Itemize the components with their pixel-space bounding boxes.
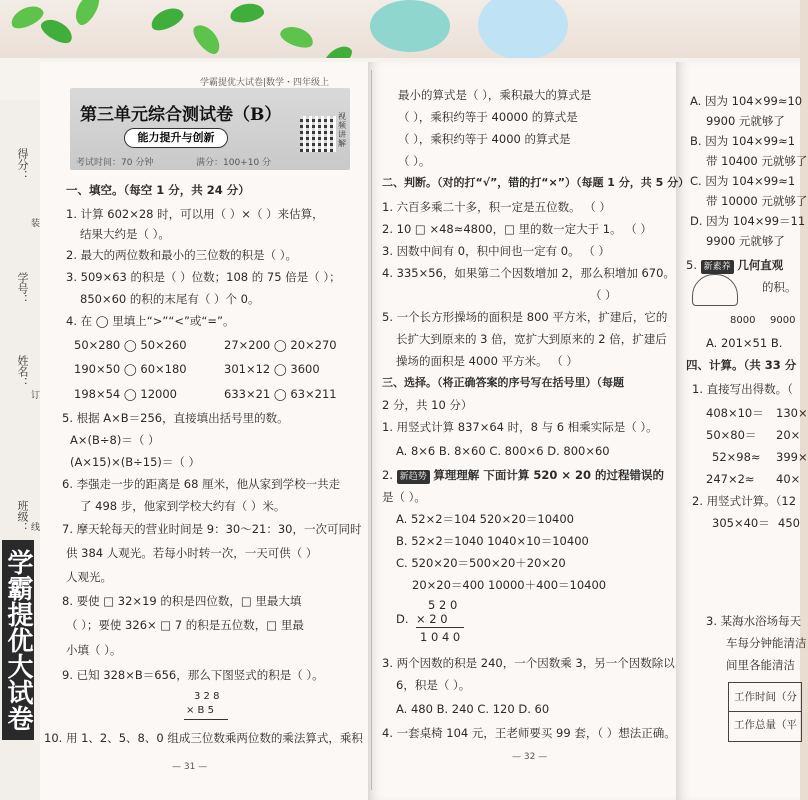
question-line: 3. 某海水浴场每天 <box>706 614 802 628</box>
binding-mark-1: 装 <box>29 218 39 227</box>
compare-item: 198×54 ◯ 12000 <box>74 387 177 401</box>
binding-mark-2: 订 <box>29 390 39 399</box>
question-line: 4. 在 ◯ 里填上“>”“<”或“=”。 <box>66 314 235 328</box>
question-line: 2. 用竖式计算。（12 <box>692 494 797 508</box>
question-line: 结果大约是（ ）。 <box>80 227 170 241</box>
new-trend-tag: 新趋势 <box>397 470 430 484</box>
page-number-left: — 31 — <box>172 762 208 772</box>
choice-line: 带 10400 元就够了 <box>706 154 808 168</box>
choice-line: A. 201×51 B. <box>706 336 783 350</box>
calc-item: 408×10＝ <box>706 406 764 420</box>
calc-item: 50×80＝ <box>706 428 757 442</box>
section-calc: 四、计算。（共 33 分 <box>686 358 797 372</box>
page-title: 第三单元综合测试卷（B） <box>80 105 282 125</box>
running-head: 学霸提优大试卷|数学・四年级上 <box>200 78 330 88</box>
choice-d-label: D. <box>396 612 409 626</box>
compare-item: 50×280 ◯ 50×260 <box>74 338 187 352</box>
choice-a: A. 52×2＝104 520×20＝10400 <box>396 512 574 526</box>
name-label: 姓名： <box>16 355 29 388</box>
question-line: 1. 六百多乘二十多，积一定是五位数。 （ ） <box>382 200 611 214</box>
subtitle-badge: 能力提升与创新 <box>124 128 228 148</box>
question-line: 2. 10 □ ×48≈4800，□ 里的数一定大于 1。 （ ） <box>382 222 652 236</box>
choice-line: B. 因为 104×99≈1 <box>690 134 796 148</box>
section-fill-blank: 一、填空。（每空 1 分，共 24 分） <box>66 183 250 197</box>
vertical-calc-mult: × B 5 <box>186 705 214 716</box>
calc-item: 247×2≈ <box>706 472 755 486</box>
question-line: （ ），乘积约等于 40000 的算式是 <box>398 110 578 124</box>
choice-line: 9900 元就够了 <box>706 114 785 128</box>
question-line: 7. 摩天轮每天的营业时间是 9：30～21：30，一次可同时 <box>62 522 362 536</box>
question-line: 6，积是（ ）。 <box>396 678 471 692</box>
question-line: 3. 两个因数的积是 240，一个因数乘 3，另一个因数除以 <box>382 656 675 670</box>
vertical-calc-top: 5 2 0 <box>428 598 458 612</box>
vertical-calc-mult: × 2 0 <box>416 612 448 626</box>
section-judge: 二、判断。（对的打“√”，错的打“×”）（每题 1 分，共 5 分） <box>382 176 690 189</box>
question-line: 长扩大到原来的 3 倍，宽扩大到原来的 2 倍，扩建后 <box>396 332 667 346</box>
question-line: 1. 计算 602×28 时，可以用（ ）×（ ）来估算， <box>66 207 324 221</box>
question-line: 4. 一套桌椅 104 元，王老师要买 99 套，（ ）想法正确。 <box>382 726 676 740</box>
calc-item: 52×98≈ <box>712 450 761 464</box>
question-line: （ ）。 <box>398 154 431 168</box>
question-line: 了 498 步，他家到学校大约有（ ）米。 <box>80 499 286 513</box>
page-gutter <box>371 70 372 790</box>
question-line: A×(B÷8)＝（ ） <box>70 433 160 447</box>
calc-item: 20× <box>776 428 801 442</box>
brand-logo: 学霸提优大试卷 <box>2 540 34 740</box>
student-number-label: 学号： <box>16 272 29 305</box>
question-2-label: 2. 新趋势 算理理解 下面计算 520 × 20 的过程错误的 <box>382 468 664 482</box>
question-line: （ ）；要使 326× □ 7 的积是五位数，□ 里最 <box>66 618 304 632</box>
question-text: 几何直观 <box>737 258 784 272</box>
binding-mark-3: 线 <box>29 522 39 531</box>
question-line: 850×60 的积的末尾有（ ）个 0。 <box>80 292 260 306</box>
choice-line: D. 因为 104×99＝11 <box>690 214 806 228</box>
figure-caption: 的积。 <box>762 280 797 294</box>
calc-rule <box>184 719 228 720</box>
question-line: 1. 用竖式计算 837×64 时，8 与 6 相乘实际是（ ）。 <box>382 420 658 434</box>
question-line: 10. 用 1、2、5、8、0 组成三位数乘两位数的乘法算式，乘积 <box>44 731 363 745</box>
calc-item: 130× <box>776 406 808 420</box>
question-line: 3. 509×63 的积是（ ）位数；108 的 75 倍是（ ）； <box>66 270 341 284</box>
question-line: 4. 335×56，如果第二个因数增加 2，那么积增加 670。 <box>382 266 675 280</box>
page-number-middle: — 32 — <box>512 752 548 762</box>
question-line: 2 分，共 10 分） <box>382 398 473 412</box>
score-label: 得分： <box>16 148 29 181</box>
question-line: 小填（ ）。 <box>66 643 122 657</box>
question-line: 9. 已知 328×B＝656，那么下图竖式的积是（ ）。 <box>62 668 324 682</box>
choice-options: A. 8×6 B. 8×60 C. 800×6 D. 800×60 <box>396 444 610 458</box>
table-header-work: 工作总量（平 <box>734 719 797 731</box>
choice-line: C. 因为 104×99≈1 <box>690 174 796 188</box>
question-line: 人观光。 <box>66 570 112 584</box>
table-header-time: 工作时间（分 <box>734 691 797 703</box>
exam-time: 考试时间：70 分钟 <box>76 158 154 168</box>
question-line: 5. 一个长方形操场的面积是 800 平方米，扩建后，它的 <box>382 310 668 324</box>
question-line: 1. 直接写出得数。（ <box>692 382 793 396</box>
calc-item: 399× <box>776 450 808 464</box>
compare-item: 301×12 ◯ 3600 <box>224 362 320 376</box>
question-line: 最小的算式是（ ），乘积最大的算式是 <box>398 88 592 102</box>
section-choice: 三、选择。（将正确答案的序号写在括号里）（每题 <box>382 376 624 389</box>
question-line: 车每分钟能清洁 <box>726 636 807 650</box>
new-literacy-tag: 新素养 <box>701 260 734 274</box>
figure-label-8000: 8000 <box>730 315 756 326</box>
question-line: 是（ ）。 <box>382 490 426 504</box>
full-score: 满分：100+10 分 <box>196 158 272 168</box>
question-5-label: 5. 新素养 几何直观 <box>686 258 784 272</box>
choice-c: C. 520×20＝500×20＋20×20 <box>396 556 566 570</box>
calc-rule <box>416 627 464 628</box>
question-text: 算理理解 下面计算 520 × 20 的过程错误的 <box>433 468 664 482</box>
qr-label: 视频讲解 <box>338 112 346 148</box>
question-line: 8. 要使 □ 32×19 的积是四位数，□ 里最大填 <box>62 594 302 608</box>
calc-item: 40× <box>776 472 801 486</box>
qr-code-pattern <box>300 116 336 152</box>
figure-label-9000: 9000 <box>770 315 796 326</box>
calc-item: 450 <box>778 516 800 530</box>
toy-figure-teal <box>370 0 450 52</box>
compare-item: 633×21 ◯ 63×211 <box>224 387 337 401</box>
choice-b: B. 52×2＝1040 1040×10＝10400 <box>396 534 589 548</box>
question-line: （ ），乘积约等于 4000 的算式是 <box>398 132 571 146</box>
question-line: 6. 李强走一步的距离是 68 厘米，他从家到学校一共走 <box>62 477 341 491</box>
question-line: 2. 最大的两位数和最小的三位数的积是（ ）。 <box>66 248 298 262</box>
question-line: (A×15)×(B÷15)＝（ ） <box>70 455 201 469</box>
question-line: （ ） <box>590 288 617 302</box>
vertical-calc-result: 1 0 4 0 <box>420 630 461 644</box>
question-line: 操场的面积是 4000 平方米。 （ ） <box>396 354 578 368</box>
compare-item: 190×50 ◯ 60×180 <box>74 362 187 376</box>
calc-item: 305×40＝ <box>712 516 770 530</box>
choice-line: A. 因为 104×99≈10 <box>690 94 803 108</box>
vertical-calc-top: 3 2 8 <box>194 691 220 702</box>
choice-options: A. 480 B. 240 C. 120 D. 60 <box>396 702 550 716</box>
choice-c-cont: 20×20＝400 10000＋400＝10400 <box>412 578 607 592</box>
question-line: 供 384 人观光。若每小时转一次，一天可供（ ） <box>66 546 318 560</box>
question-line: 3. 因数中间有 0，积中间也一定有 0。 （ ） <box>382 244 610 258</box>
choice-line: 9900 元就够了 <box>706 234 785 248</box>
choice-line: 带 10000 元就够了 <box>706 194 808 208</box>
question-line: 5. 根据 A×B＝256，直接填出括号里的数。 <box>62 411 289 425</box>
class-label: 班级： <box>16 500 29 533</box>
compare-item: 27×200 ◯ 20×270 <box>224 338 337 352</box>
question-line: 间里各能清洁 <box>726 658 795 672</box>
